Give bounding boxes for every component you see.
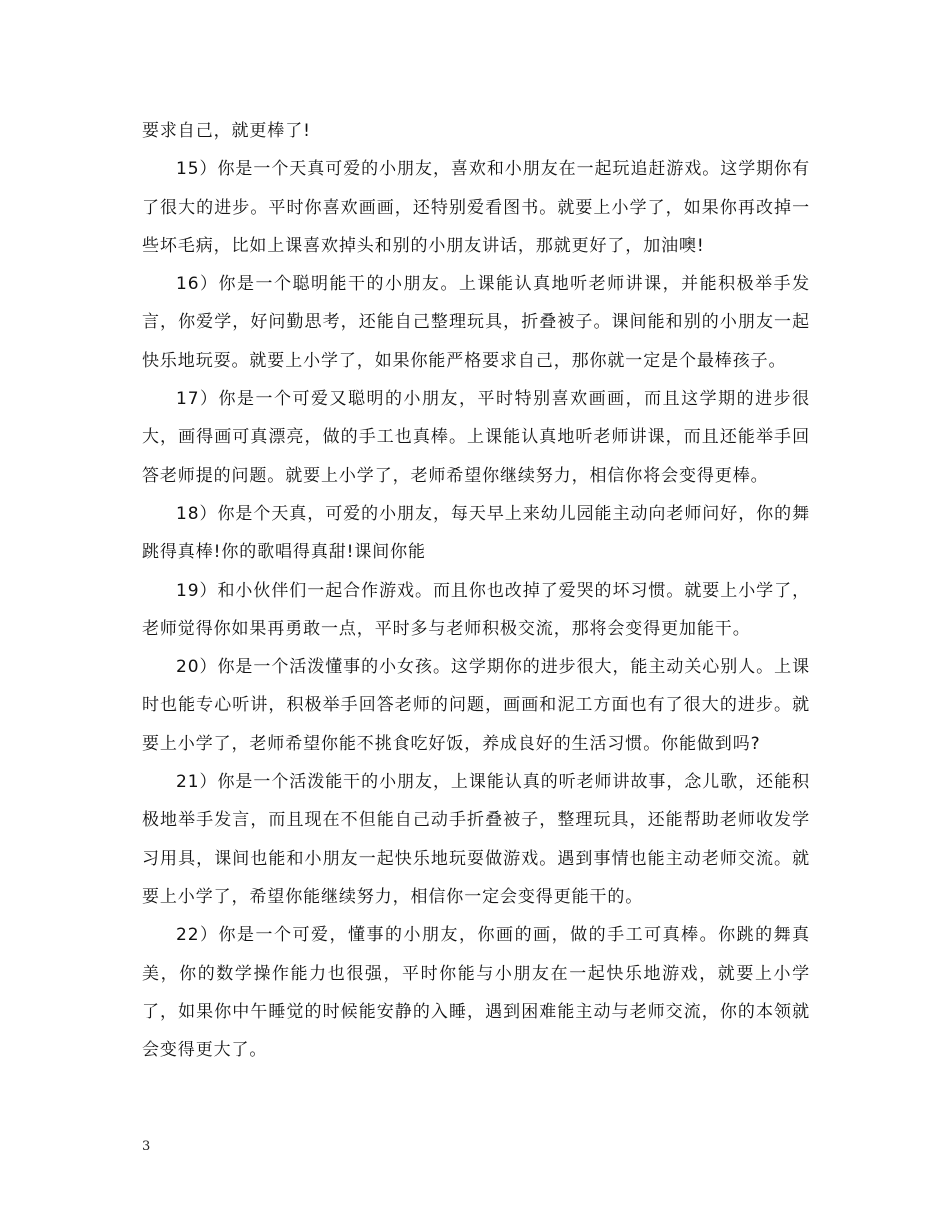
paragraph-19: 19）和小伙伴们一起合作游戏。而且你也改掉了爱哭的坏习惯。就要上小学了，老师觉得你如果再勇敢一点，平时多与老师积极交流，那将会变得更加能干。 (142, 580, 810, 639)
paragraph-21: 21）你是一个活泼能干的小朋友，上课能认真的听老师讲故事，念儿歌，还能积极地举手发言，而且现在不但能自己动手折叠被子，整理玩具，还能帮助老师收发学习用具，课间也能和小朋友一起快乐地玩耍做游戏。遇到事情也能主动老师交流。就要上小学了，希望你能继续努力，相信你一定会变得更能干的。 (142, 772, 810, 907)
body-text (142, 112, 810, 1069)
paragraph-20: 20）你是一个活泼懂事的小女孩。这学期你的进步很大，能主动关心别人。上课时也能专心听讲，积极举手回答老师的问题，画画和泥工方面也有了很大的进步。就要上小学了，老师希望你能不挑食吃好饭，养成良好的生活习惯。你能做到吗? (142, 657, 810, 754)
paragraph-15: 15）你是一个天真可爱的小朋友，喜欢和小朋友在一起玩追赶游戏。这学期你有了很大的进步。平时你喜欢画画，还特别爱看图书。就要上小学了，如果你再改掉一些坏毛病，比如上课喜欢掉头和别的小朋友讲话，那就更好了，加油噢! (142, 159, 810, 256)
page-number: 3 (142, 1139, 151, 1154)
paragraph-16: 16）你是一个聪明能干的小朋友。上课能认真地听老师讲课，并能积极举手发言，你爱学，好问勤思考，还能自己整理玩具，折叠被子。课间能和别的小朋友一起快乐地玩耍。就要上小学了，如果你能严格要求自己，那你就一定是个最棒孩子。 (142, 274, 810, 371)
paragraph-18: 18）你是个天真，可爱的小朋友，每天早上来幼儿园能主动向老师问好，你的舞跳得真棒!你的歌唱得真甜!课间你能 (142, 503, 810, 563)
paragraph-continuation: 要求自己，就更棒了! (142, 121, 311, 141)
paragraph-22: 22）你是一个可爱，懂事的小朋友，你画的画，做的手工可真棒。你跳的舞真美，你的数学操作能力也很强，平时你能与小朋友在一起快乐地游戏，就要上小学了，如果你中午睡觉的时候能安静的入睡，遇到困难能主动与老师交流，你的本领就会变得更大了。 (142, 925, 810, 1061)
paragraph-17: 17）你是一个可爱又聪明的小朋友，平时特别喜欢画画，而且这学期的进步很大，画得画可真漂亮，做的手工也真棒。上课能认真地听老师讲课，而且还能举手回答老师提的问题。就要上小学了，老师希望你继续努力，相信你将会变得更棒。 (142, 389, 810, 486)
